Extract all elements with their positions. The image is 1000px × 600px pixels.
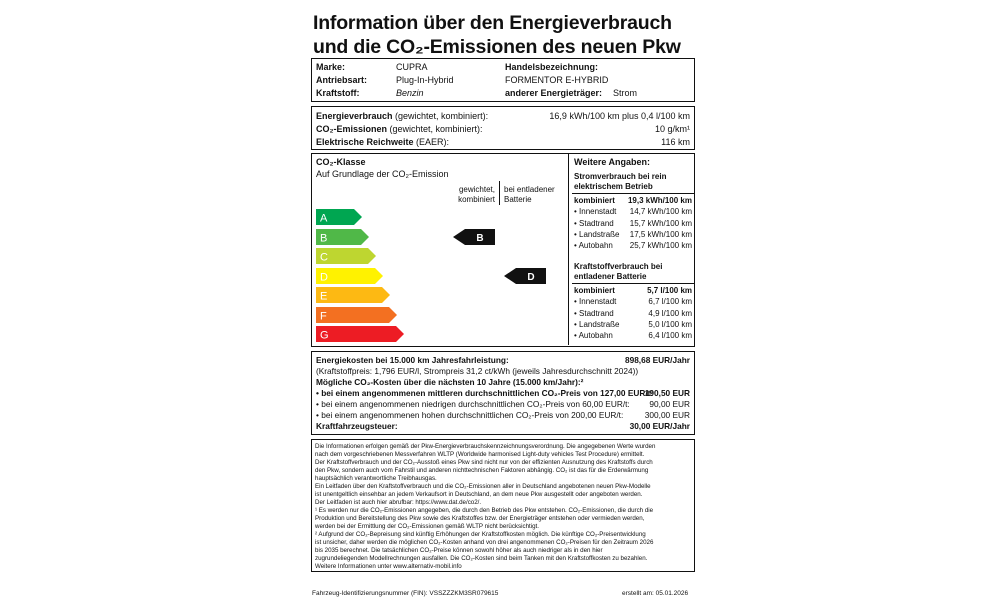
strom-row-value-3: 17,5 kWh/100 km bbox=[629, 229, 692, 239]
class-arrow-d bbox=[316, 268, 383, 284]
costs-box bbox=[311, 351, 695, 435]
strom-row-label-1: • Innenstadt bbox=[574, 207, 617, 217]
weighted-marker-shape bbox=[453, 229, 495, 245]
class-letter-b: B bbox=[320, 232, 328, 244]
steuer-value: 30,00 EUR/Jahr bbox=[629, 421, 690, 431]
footnote-line-3: den Pkw, sondern auch vom Fahrstil und anderen nichttechnischen Faktoren abhängig. CO₂ ist das für die Erderwärmung bbox=[315, 467, 649, 474]
cost-row-label-0: • bei einem angenommenen mittleren durchschnittlichen CO₂-Preis von 127,00 EUR/t: bbox=[316, 388, 654, 398]
discharged-marker-label: D bbox=[527, 271, 535, 283]
footnote-line-7: Der Leitfaden ist auch hier abrufbar: https://www.dat.de/co2/. bbox=[315, 499, 482, 506]
strom-row-value-1: 14,7 kWh/100 km bbox=[629, 207, 692, 217]
reichweite-sub: (EAER): bbox=[413, 137, 450, 147]
kraft-row-label-3: • Landstraße bbox=[574, 319, 620, 329]
energie-label: Energieverbrauch bbox=[316, 111, 393, 121]
cost-row-value-1: 90,00 EUR bbox=[649, 399, 690, 409]
kraft-row-label-0: kombiniert bbox=[574, 286, 615, 295]
class-letter-f: F bbox=[320, 310, 327, 322]
kraft-row-label-2: • Stadtrand bbox=[574, 308, 614, 318]
kraft-row-value-2: 4,9 l/100 km bbox=[648, 308, 692, 318]
class-arrow-g bbox=[316, 326, 404, 342]
footnote-line-15: Weitere Informationen unter www.alternativ-mobil.info bbox=[315, 563, 462, 570]
energiekosten-label: Energiekosten bei 15.000 km Jahresfahrleistung: bbox=[316, 355, 509, 365]
antrieb-value: Plug-In-Hybrid bbox=[396, 75, 454, 85]
co2-row-label bbox=[316, 124, 483, 135]
energie-value: 16,9 kWh/100 km plus 0,4 l/100 km bbox=[549, 111, 690, 121]
strom-heading-2: elektrischem Betrieb bbox=[574, 182, 653, 191]
footnote-line-2: Der Kraftstoffverbrauch und der CO₂-Ausstoß eines Pkw sind nicht nur von der effizienten Ausnutzung des Kraftstoffs durch bbox=[315, 459, 653, 466]
reichweite-row-label bbox=[316, 137, 449, 148]
strom-row-label-3: • Landstraße bbox=[574, 229, 620, 239]
handels-value: FORMENTOR E-HYBRID bbox=[505, 75, 609, 85]
energiekosten-value: 898,68 EUR/Jahr bbox=[624, 355, 690, 365]
footnote-line-9: Produktion und Bereitstellung des Pkw sowie des Kraftstoffes bzw. der Energieträger entstehen oder vermieden werden, bbox=[315, 515, 645, 522]
class-letter-c: C bbox=[320, 251, 328, 264]
reichweite-label: Elektrische Reichweite bbox=[316, 137, 414, 147]
title-line-2: und die CO₂-Emissionen des neuen Pkw bbox=[313, 36, 681, 58]
kraft-row-value-3: 5,0 l/100 km bbox=[648, 319, 692, 329]
erstellt-text: erstellt am: 05.01.2026 bbox=[622, 590, 689, 597]
cost-row-label-2: • bei einem angenommenen hohen durchschnittlichen CO₂-Preis von 200,00 EUR/t: bbox=[316, 410, 624, 420]
class-letter-a: A bbox=[320, 212, 328, 225]
footnote-line-11: ² Aufgrund der CO₂-Bepreisung sind künftig Erhöhungen der Kraftstoffkosten möglich. Die künftige CO₂-Preisentwicklung bbox=[315, 531, 646, 538]
kraft-row-label-4: • Autobahn bbox=[574, 331, 613, 341]
anderer-label: anderer Energieträger: bbox=[505, 88, 603, 98]
strom-row-value-0: 19,3 kWh/100 km bbox=[627, 196, 692, 205]
co2-value: 10 g/km¹ bbox=[654, 124, 690, 134]
steuer-label: Kraftfahrzeugsteuer: bbox=[316, 421, 398, 431]
preise-note: (Kraftstoffpreis: 1,796 EUR/l, Strompreis 31,2 ct/kWh (jeweils Jahresdurchschnitt 2024)) bbox=[316, 366, 639, 376]
vehicle-info-box bbox=[311, 58, 695, 102]
co2-label: CO₂-Emissionen bbox=[316, 124, 388, 134]
col-discharged-label-2: Batterie bbox=[504, 195, 532, 204]
title-line-1: Information über den Energieverbrauch bbox=[313, 12, 672, 34]
energie-sub: (gewichtet, kombiniert): bbox=[392, 111, 489, 121]
footnote-line-6: ist unentgeltlich einsehbar an jedem Verkaufsort in Deutschland, an dem neue Pkw ausgestellt oder angeboten werden. bbox=[315, 491, 643, 498]
footnote-line-4: hauptsächlich verantwortliche Treibhausgas. bbox=[315, 475, 437, 482]
co2-sub: (gewichtet, kombiniert): bbox=[387, 124, 483, 134]
energie-row-label bbox=[316, 111, 488, 122]
class-arrow-b bbox=[316, 229, 369, 245]
col-weighted-label: gewichtet, bbox=[458, 185, 495, 194]
weighted-class-marker bbox=[453, 229, 495, 245]
class-letter-g: G bbox=[320, 329, 329, 342]
cost-row-value-0: 190,50 EUR bbox=[644, 388, 690, 398]
kraft-row-value-4: 6,4 l/100 km bbox=[648, 331, 692, 341]
handels-label: Handelsbezeichnung: bbox=[505, 62, 599, 72]
kraft-row-value-1: 6,7 l/100 km bbox=[648, 297, 692, 307]
strom-row-label-0: kombiniert bbox=[574, 196, 615, 205]
class-arrow-f bbox=[316, 307, 397, 323]
weighted-marker-label: B bbox=[476, 232, 484, 244]
reichweite-value: 116 km bbox=[661, 137, 690, 147]
kraft-divider bbox=[572, 283, 694, 284]
strom-divider bbox=[572, 193, 694, 194]
consumption-box bbox=[311, 106, 695, 150]
footnote-line-1: nach dem vorgeschriebenen Messverfahren WLTP (Worldwide harmonised Light-duty vehicles Test Procedure) ermittelt. bbox=[315, 451, 645, 458]
class-arrow-e bbox=[316, 287, 390, 303]
kraft-row-label-1: • Innenstadt bbox=[574, 297, 617, 307]
strom-row-label-2: • Stadtrand bbox=[574, 218, 614, 228]
kraft-heading-2: entladener Batterie bbox=[574, 272, 647, 281]
cost-row-value-2: 300,00 EUR bbox=[644, 410, 690, 420]
antrieb-label: Antriebsart: bbox=[316, 75, 368, 85]
kraftstoff-label: Kraftstoff: bbox=[316, 88, 360, 98]
class-letter-d: D bbox=[320, 271, 328, 283]
anderer-value: Strom bbox=[613, 88, 638, 98]
fin-text: Fahrzeug-Identifizierungsnummer (FIN): VSSZZZKM3SR079615 bbox=[312, 590, 499, 597]
kraftstoff-value: Benzin bbox=[396, 88, 424, 98]
discharged-marker-shape bbox=[504, 268, 546, 284]
discharged-class-marker bbox=[504, 268, 546, 284]
divider-vertical bbox=[568, 154, 569, 345]
class-arrow-shape-g bbox=[316, 326, 404, 342]
class-arrow-a bbox=[316, 209, 362, 225]
page-title bbox=[313, 11, 681, 59]
col-divider bbox=[499, 181, 500, 205]
strom-row-value-2: 15,7 kWh/100 km bbox=[629, 218, 692, 228]
footnote-line-14: zugrundeliegenden Modellrechnungen ausfallen. Die CO₂-Kosten sind beim Tanken mit den Kraftstoffkosten zu bezahlen. bbox=[315, 555, 648, 562]
co2-class-heading: CO₂-Klasse bbox=[316, 157, 366, 167]
kraft-row-value-0: 5,7 l/100 km bbox=[647, 286, 692, 295]
footnotes-box bbox=[311, 439, 695, 572]
marke-value: CUPRA bbox=[396, 62, 428, 72]
strom-row-value-4: 25,7 kWh/100 km bbox=[629, 241, 692, 251]
co2-class-subheading: Auf Grundlage der CO₂-Emission bbox=[316, 169, 449, 179]
col-discharged-label: bei entladener bbox=[504, 185, 555, 194]
co2-class-box bbox=[311, 153, 695, 347]
col-weighted-label-2: kombiniert bbox=[458, 195, 495, 204]
class-arrow-shape-f bbox=[316, 307, 397, 323]
footnote-line-5: Ein Leitfaden über den Kraftstoffverbrauch und die CO₂-Emissionen aller in Deutschland angebotenen neuen Pkw-Modelle bbox=[315, 483, 651, 490]
moegliche-label: Mögliche CO₂-Kosten über die nächsten 10 Jahre (15.000 km/Jahr):² bbox=[316, 377, 584, 387]
strom-row-label-4: • Autobahn bbox=[574, 241, 613, 251]
footnote-line-8: ¹ Es werden nur die CO₂-Emissionen angegeben, die durch den Betrieb des Pkw entstehen. CO₂-Emissionen, die durch die bbox=[315, 507, 654, 514]
kraft-heading-1: Kraftstoffverbrauch bei bbox=[574, 262, 663, 271]
footnote-line-10: werden bei der Ermittlung der CO₂-Emissionen gemäß WLTP nicht berücksichtigt. bbox=[315, 523, 539, 530]
footnote-line-12: ist unsicher, daher werden die möglichen CO₂-Kosten anhand von drei angenommenen CO₂-Preisen für den Zeitraum 2026 bbox=[315, 539, 654, 546]
class-arrow-c bbox=[316, 248, 376, 264]
class-letter-e: E bbox=[320, 290, 328, 303]
marke-label: Marke: bbox=[316, 62, 346, 72]
cost-row-label-1: • bei einem angenommenen niedrigen durchschnittlichen CO₂-Preis von 60,00 EUR/t: bbox=[316, 399, 630, 409]
footnote-line-0: Die Informationen erfolgen gemäß der Pkw-Energieverbrauchskennzeichnungsverordnung. Die angegebenen Werte wurden bbox=[315, 443, 656, 450]
further-heading: Weitere Angaben: bbox=[574, 157, 651, 167]
footnote-line-13: bis 2035 berechnet. Die tatsächlichen CO₂-Preise können sowohl höher als auch niedriger als in den hier bbox=[315, 547, 603, 554]
strom-heading-1: Stromverbrauch bei rein bbox=[574, 172, 667, 181]
